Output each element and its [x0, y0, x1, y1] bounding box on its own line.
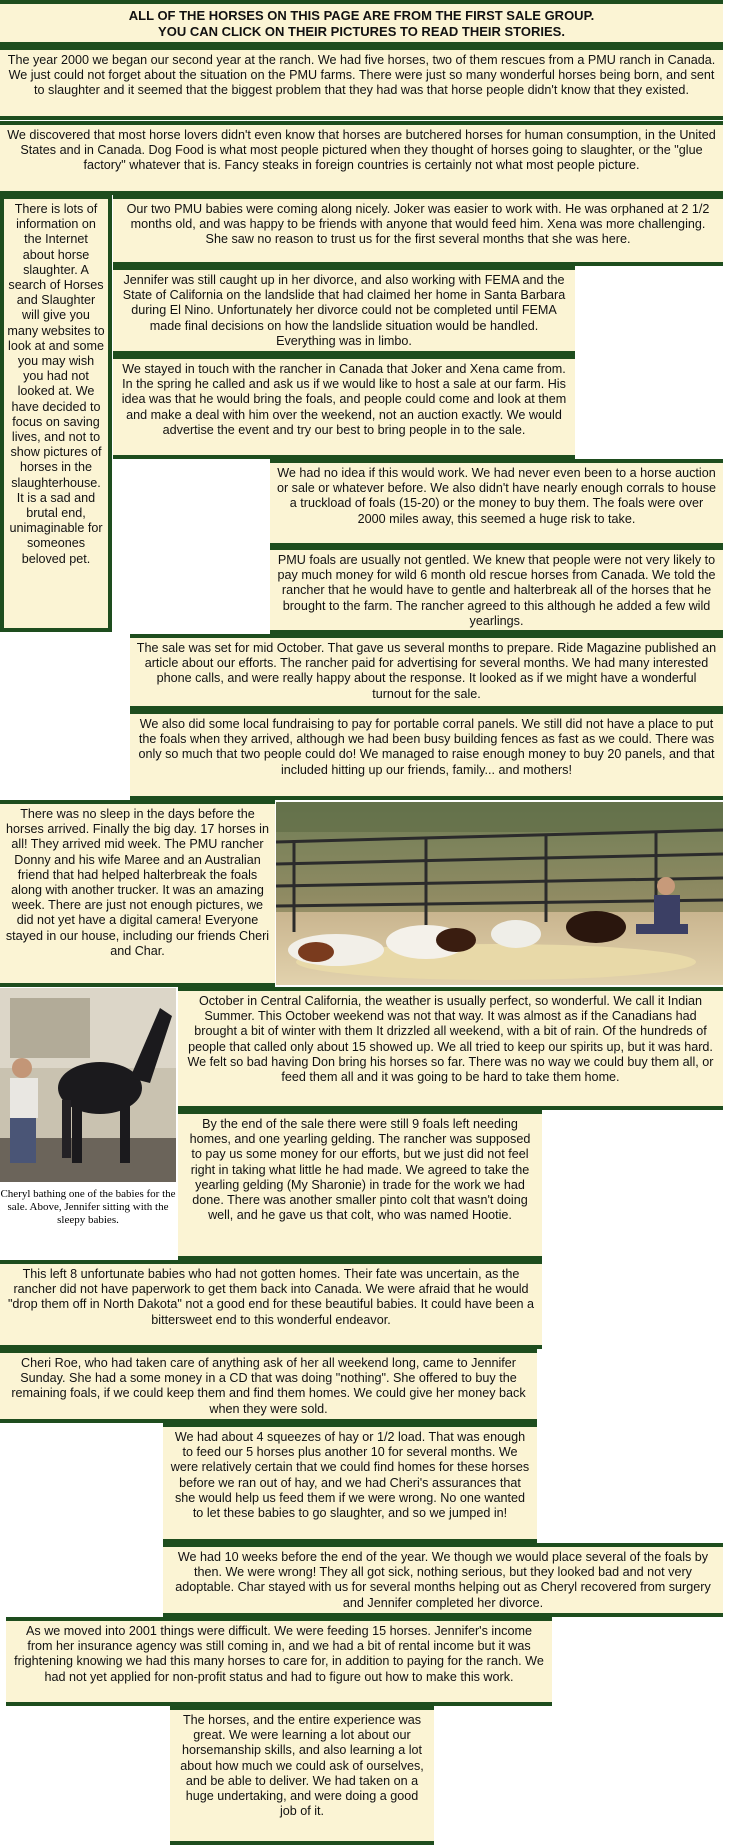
paragraph-sale-set: The sale was set for mid October. That gave us several months to prepare. Ride Magazine published an article about our efforts. The rancher paid for advertising for several months. We had many interested phone calls, and were really happy about the response. It looked as if we might have a wonderful turnout for the sale.	[130, 634, 723, 710]
paragraph-fundraising: We also did some local fundraising to pay for portable corral panels. We still did not have a place to put the foals when they arrived, although we had been busy building fences as fast as we could. There was only so much that two people could do! We managed to raise enough money to buy 20 panels, and that included hitting up our friends, family... and mothers!	[130, 710, 723, 800]
paragraph-no-idea: We had no idea if this would work. We had never even been to a horse auction or sale or whatever before. We also didn't have nearly enough corrals to house a truckload of foals (15-20) or the money to buy them. The foals were over 2000 miles away, this seemed a huge risk to take.	[270, 459, 723, 547]
bathing-foal-image	[0, 988, 176, 1182]
paragraph-experience: The horses, and the entire experience was great. We were learning a lot about our horsemanship skills, and also learning a lot about how much we could ask of ourselves, and be able to deliver. We had taken on a huge undertaking, and were doing a good job of it.	[170, 1706, 434, 1845]
corral-foals-image	[276, 802, 723, 985]
header-line-1: ALL OF THE HORSES ON THIS PAGE ARE FROM THE FIRST SALE GROUP.	[128, 8, 595, 23]
paragraph-end-of-sale: By the end of the sale there were still 9 foals left needing homes, and one yearling gelding. The rancher was supposed to pay us some money for our efforts, but we just did not feel right in taking what little he had made. We agreed to take the yearling gelding (My Sharonie) in trade for the work we had done. There was another smaller pinto colt that wasn't doing well, and he gave us that colt, who was named Hootie.	[178, 1110, 542, 1260]
paragraph-2001: As we moved into 2001 things were difficult. We were feeding 15 horses. Jennifer's income from her insurance agency was still coming in, and we had a bit of rental income but it was frightening knowing we had this many horses to care for, in addition to paying for the ranch. We had not yet applied for non-profit status and had to figure out how to make this work.	[6, 1617, 552, 1706]
photo-sleepy-babies[interactable]	[276, 802, 723, 985]
page-header	[0, 0, 723, 46]
photo-caption-cheryl: Cheryl bathing one of the babies for the sale. Above, Jennifer sitting with the sleepy babies.	[0, 1188, 176, 1226]
paragraph-not-gentled: PMU foals are usually not gentled. We knew that people were not very likely to pay much money for wild 6 month old rescue horses from Canada. We told the rancher that he would have to gentle and halterbreak all of the horses that he brought to the farm. The rancher agreed to this although he added a few wild yearlings.	[270, 546, 723, 634]
paragraph-pmu-babies: Our two PMU babies were coming along nicely. Joker was easier to work with. He was orphaned at 2 1/2 months old, and was happy to be friends with anyone that would feed him. Xena was more challenging. She saw no reason to trust us for the first several months that she was here.	[113, 195, 723, 266]
paragraph-no-sleep: There was no sleep in the days before the horses arrived. Finally the big day. 17 horses in all! They arrived mid week. The PMU rancher Donny and his wife Maree and an Australian friend that had helped halterbreak the foals along with another trucker. It was an amazing week. There are just not enough pictures, we did not yet have a digital camera! Everyone stayed in our house, including our friends Cheri and Char.	[0, 800, 275, 987]
paragraph-eight-left: This left 8 unfortunate babies who had not gotten homes. Their fate was uncertain, as the rancher did not have paperwork to get them back into Canada. We were afraid that he would "drop them off in North Dakota" not a good end for these beautiful babies. It could have been a bittersweet end to this wonderful endeavor.	[0, 1260, 542, 1349]
paragraph-year-2000: The year 2000 we began our second year at the ranch. We had five horses, two of them rescues from a PMU ranch in Canada. We just could not forget about the situation on the PMU farms. There were just so many wonderful horses being born, and sent to slaughter and it seemed that the biggest problem that they had was that horse people didn't know that they existed.	[0, 46, 723, 120]
paragraph-ten-weeks: We had 10 weeks before the end of the year. We though we would place several of the foals by then. We were wrong! They all got sick, nothing serious, but they looked bad and not very adoptable. Char stayed with us for several months helping out as Cheryl recovered from surgery and Jennifer completed her divorce.	[163, 1543, 723, 1617]
paragraph-cheri-roe: Cheri Roe, who had taken care of anything ask of her all weekend long, came to Jennifer Sunday. She had a some money in a CD that was doing "nothing". She offered to buy the remaining foals, if we could keep them and find them homes. We could give her money back when they were sold.	[0, 1349, 537, 1423]
paragraph-october-weather: October in Central California, the weather is usually perfect, so wonderful. We call it Indian Summer. This October weekend was not that way. It was almost as if the Canadians had brought a bit of winter with them It drizzled all weekend, with a bit of rain. Of the hundreds of people that called only about 15 showed up. We all tried to keep our spirits up, but it was hard. We felt so bad having Don bring his horses so far. There was no way we could buy them all, or feed them all and it was going to be hard to take them home.	[178, 987, 723, 1110]
sidebar-slaughter-info: There is lots of information on the Internet about horse slaughter. A search of Horses and Slaughter will give you many websites to look at and some you may wish you had not looked at. We have decided to focus on saving lives, and not to show pictures of horses in the slaughterhouse. It is a sad and brutal end, unimaginable for someones beloved pet.	[0, 195, 112, 632]
header-line-2: YOU CAN CLICK ON THEIR PICTURES TO READ THEIR STORIES.	[158, 24, 565, 39]
photo-cheryl-bathing[interactable]	[0, 988, 176, 1182]
paragraph-jennifer-divorce: Jennifer was still caught up in her divorce, and also working with FEMA and the State of California on the landslide that had claimed her home in Santa Barbara during El Nino. Unfortunately her divorce could not be completed until FEMA made final decisions on how the landslide situation would be handled. Everything was in limbo.	[113, 266, 575, 355]
paragraph-rancher-call: We stayed in touch with the rancher in Canada that Joker and Xena came from. In the spring he called and ask us if we would like to host a sale at our farm. His idea was that he would bring the foals, and people could come and look at them and make a deal with him over the weekend, not an auction exactly. We would advertise the event and try our best to bring people in to the sale.	[113, 355, 575, 459]
paragraph-hay: We had about 4 squeezes of hay or 1/2 load. That was enough to feed our 5 horses plus another 10 for several months. We were relatively certain that we could find homes for these horses before we ran out of hay, and we had Cheri's assurances that she would help us feed them if we were wrong. No one wanted to let these babies to go slaughter, and so we jumped in!	[163, 1423, 537, 1543]
paragraph-discovered: We discovered that most horse lovers didn't even know that horses are butchered horses for human consumption, in the United States and in Canada. Dog Food is what most people pictured when they thought of horses going to slaughter, or the "glue factory" whatever that is. Fancy steaks in foreign countries is certainly not what most people picture.	[0, 121, 723, 195]
